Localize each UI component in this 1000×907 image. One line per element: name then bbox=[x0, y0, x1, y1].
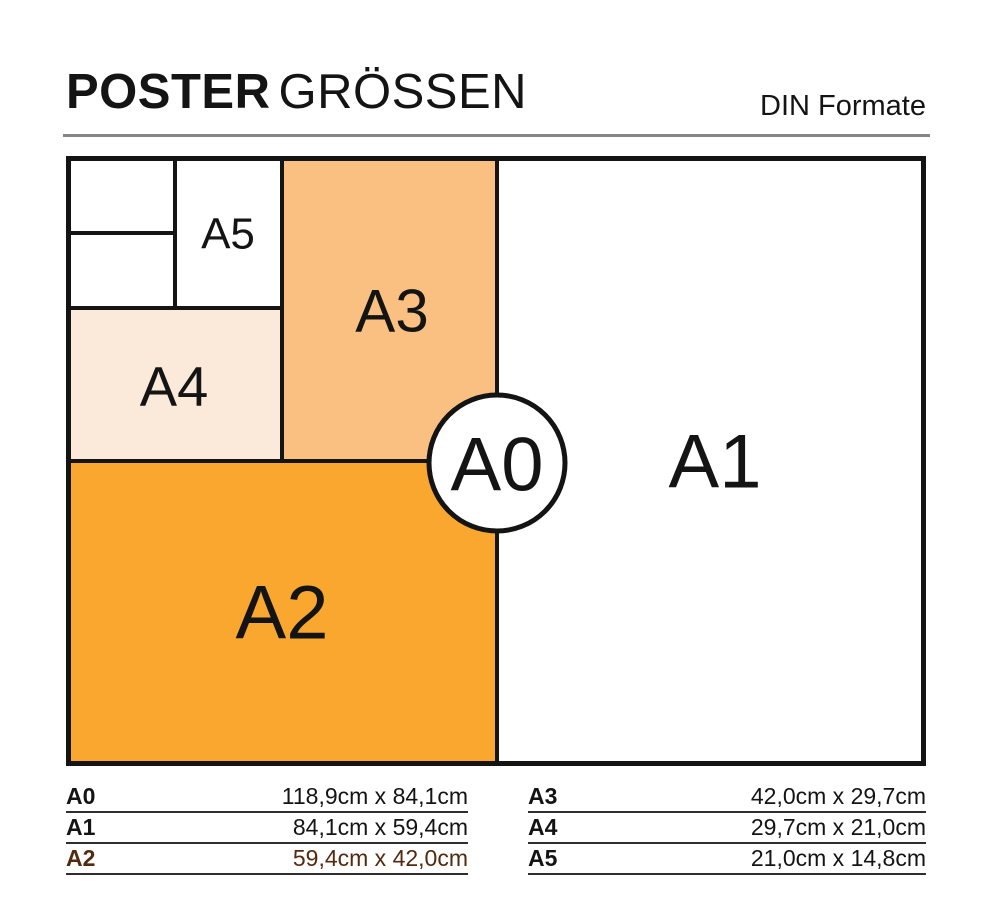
row-value: 29,7cm x 21,0cm bbox=[750, 814, 926, 840]
page-title-light: GRÖSSEN bbox=[278, 65, 528, 119]
page-subtitle: DIN Formate bbox=[760, 90, 926, 122]
label-a3: A3 bbox=[355, 277, 429, 345]
label-a4: A4 bbox=[139, 354, 209, 418]
row-value: 84,1cm x 59,4cm bbox=[292, 814, 468, 840]
label-a2: A2 bbox=[235, 570, 329, 656]
row-value: 42,0cm x 29,7cm bbox=[750, 783, 926, 809]
table-row-a4 bbox=[528, 813, 926, 844]
page-title-bold: POSTER bbox=[66, 65, 271, 119]
table-row-a1 bbox=[66, 813, 468, 844]
label-a5: A5 bbox=[201, 209, 255, 259]
table-row-a3 bbox=[528, 782, 926, 813]
row-label: A2 bbox=[66, 845, 96, 871]
row-value: 21,0cm x 14,8cm bbox=[750, 845, 926, 871]
table-row-a5 bbox=[528, 844, 926, 875]
table-row-a0 bbox=[66, 782, 468, 813]
size-table-left bbox=[66, 782, 468, 875]
row-value: 118,9cm x 84,1cm bbox=[281, 783, 468, 809]
row-label: A0 bbox=[66, 783, 96, 809]
label-a0: A0 bbox=[450, 422, 544, 508]
din-format-diagram bbox=[66, 156, 926, 766]
row-label: A1 bbox=[66, 814, 96, 840]
row-label: A5 bbox=[528, 845, 558, 871]
row-label: A4 bbox=[528, 814, 558, 840]
page-title bbox=[66, 65, 528, 119]
row-value: 59,4cm x 42,0cm bbox=[292, 845, 468, 871]
label-a1: A1 bbox=[668, 419, 762, 505]
table-row-a2 bbox=[66, 844, 468, 875]
header-divider-line bbox=[63, 134, 930, 137]
size-table-right bbox=[528, 782, 926, 875]
row-label: A3 bbox=[528, 783, 558, 809]
